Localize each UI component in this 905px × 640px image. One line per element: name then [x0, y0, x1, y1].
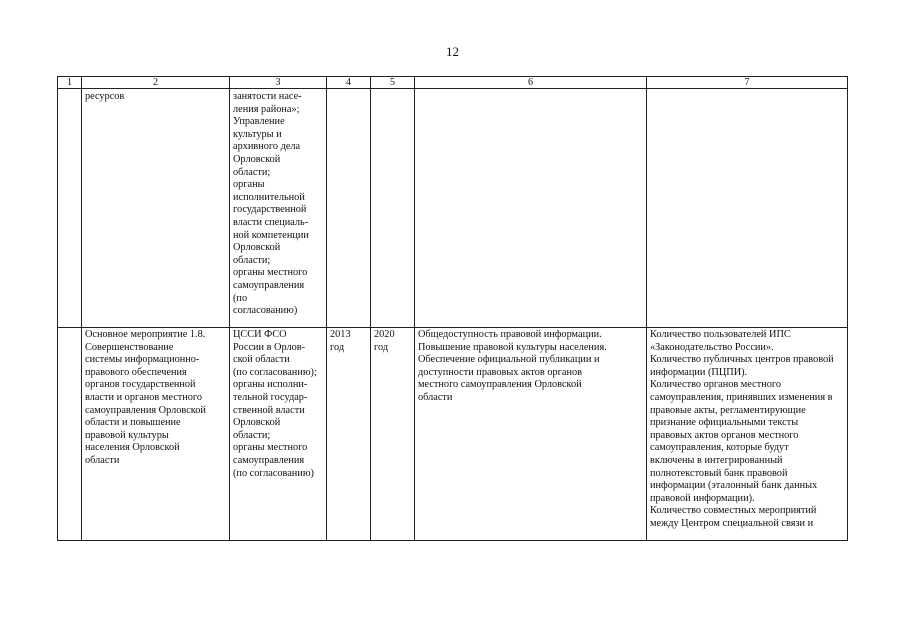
- column-header-1: 1: [58, 77, 82, 89]
- table-cell-expected-result: [415, 89, 647, 328]
- table-row: [58, 89, 848, 328]
- table-cell-executors: занятости насе- ления района»; Управление культуры и архивного дела Орловской области; органы исполнительной государственной власти специаль- ной компетенции Орловской области; органы местного самоуправления (по согласованию): [230, 89, 327, 328]
- table-cell-indicators: Количество пользователей ИПС «Законодательство России». Количество публичных центров правовой информации (ПЦПИ). Количество органов местного самоуправления, принявших изменения в правовые акты, регламентирующие признание официальными тексты правовых актов органов местного самоуправления, которые будут включены в интегрированный полнотекстовый банк правовой информации (эталонный банк данных правовой информации). Количество совместных мероприятий между Центром специальной связи и: [647, 328, 848, 541]
- page-number: 12: [446, 44, 459, 59]
- table-cell-expected-result: Общедоступность правовой информации. Повышение правовой культуры населения. Обеспечение официальной публикации и доступности правовых актов органов местного самоуправления Орловской области: [415, 328, 647, 541]
- column-header-5: 5: [371, 77, 415, 89]
- table-cell-start-year: [327, 89, 371, 328]
- table-cell-end-year: 2020 год: [371, 328, 415, 541]
- column-header-2: 2: [82, 77, 230, 89]
- table-cell-measure: Основное мероприятие 1.8. Совершенствование системы информационно- правового обеспечения органов государственной власти и органов местного самоуправления Орловской области и повышение правовой культуры населения Орловской области: [82, 328, 230, 541]
- column-header-6: 6: [415, 77, 647, 89]
- column-header-4: 4: [327, 77, 371, 89]
- table-cell-number: [58, 89, 82, 328]
- table-cell-executors: ЦССИ ФСО России в Орлов- ской области (по согласованию); органы исполни- тельной государ- ственной власти Орловской области; органы местного самоуправления (по согласованию): [230, 328, 327, 541]
- column-header-3: 3: [230, 77, 327, 89]
- table-cell-end-year: [371, 89, 415, 328]
- program-table: [57, 76, 848, 541]
- column-header-7: 7: [647, 77, 848, 89]
- table-cell-measure: ресурсов: [82, 89, 230, 328]
- header-row: [58, 77, 848, 89]
- table-cell-indicators: [647, 89, 848, 328]
- table-cell-number: [58, 328, 82, 541]
- table-cell-start-year: 2013 год: [327, 328, 371, 541]
- table-row: [58, 328, 848, 541]
